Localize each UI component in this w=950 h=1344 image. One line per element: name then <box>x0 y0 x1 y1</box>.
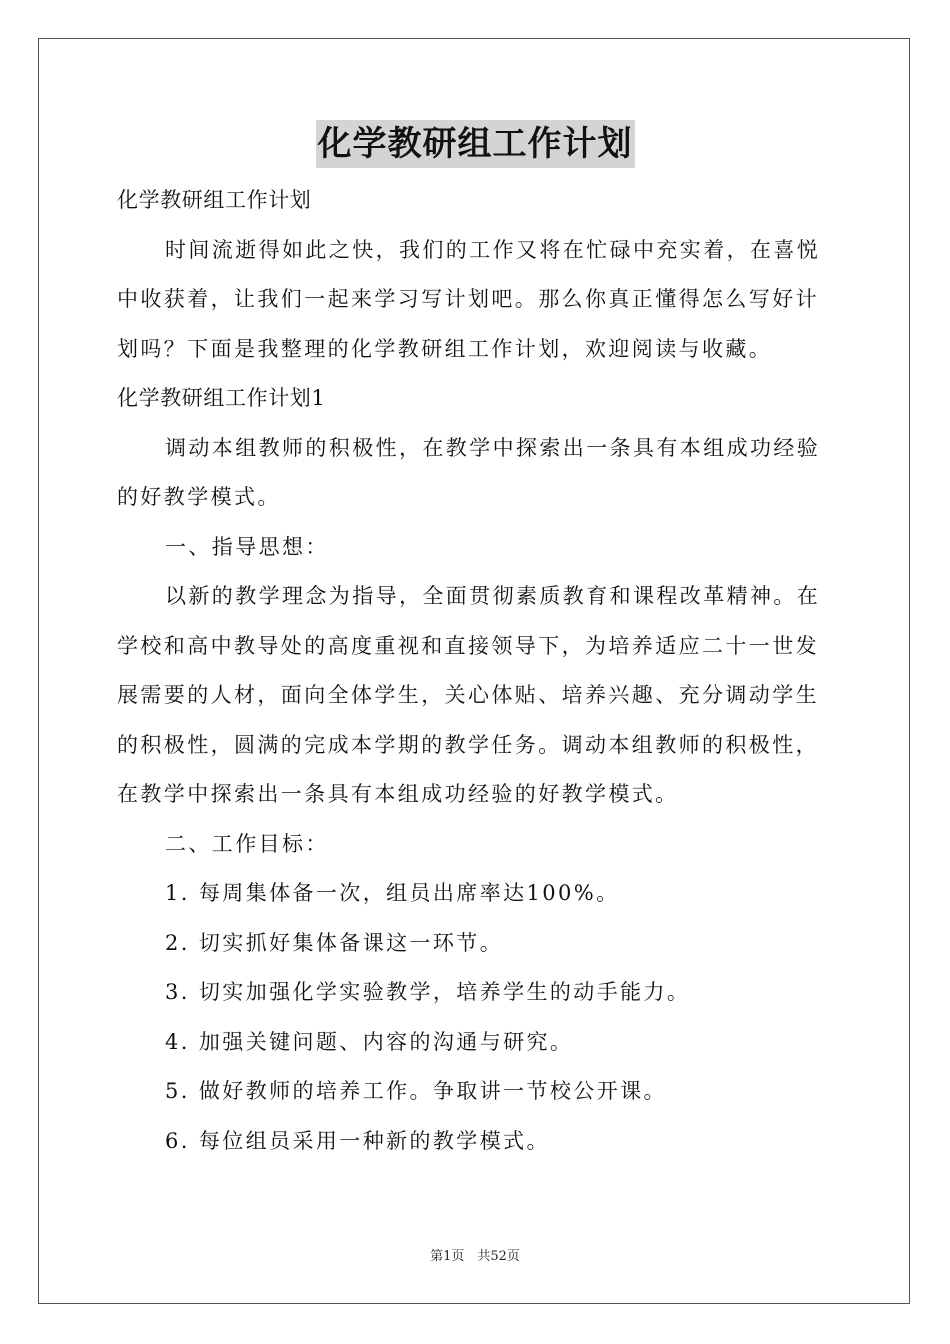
body-line: 化学教研组工作计划 <box>117 188 312 212</box>
body-line: 划吗？下面是我整理的化学教研组工作计划，欢迎阅读与收藏。 <box>117 336 773 361</box>
body-line: 二、工作目标： <box>165 831 329 856</box>
document-title: 化学教研组工作计划 <box>316 120 635 168</box>
body-line: 1. 每周集体备一次，组员出席率达100%。 <box>165 881 620 905</box>
body-line: 6. 每位组员采用一种新的教学模式。 <box>165 1128 550 1153</box>
body-line: 时间流逝得如此之快，我们的工作又将在忙碌中充实着，在喜悦 <box>165 237 821 262</box>
body-line: 化学教研组工作计划1 <box>117 386 326 410</box>
body-line: 4. 加强关键问题、内容的沟通与研究。 <box>165 1029 574 1054</box>
document-body <box>117 176 833 1166</box>
body-line: 在教学中探索出一条具有本组成功经验的好教学模式。 <box>117 782 679 806</box>
body-line: 5. 做好教师的培养工作。争取讲一节校公开课。 <box>165 1079 667 1103</box>
body-line: 中收获着，让我们一起来学习写计划吧。那么你真正懂得怎么写好计 <box>117 287 819 311</box>
body-line: 的积极性，圆满的完成本学期的教学任务。调动本组教师的积极性， <box>117 732 819 757</box>
body-line: 学校和高中教导处的高度重视和直接领导下，为培养适应二十一世发 <box>117 633 819 658</box>
body-line: 展需要的人材，面向全体学生，关心体贴、培养兴趣、充分调动学生 <box>117 683 819 707</box>
body-line: 3. 切实加强化学实验教学，培养学生的动手能力。 <box>165 980 691 1004</box>
body-line: 一、指导思想： <box>165 534 329 559</box>
body-line: 调动本组教师的积极性，在教学中探索出一条具有本组成功经验 <box>165 435 821 460</box>
body-line: 以新的教学理念为指导，全面贯彻素质教育和课程改革精神。在 <box>165 584 821 608</box>
page-footer: 第1页 共52页 <box>430 1249 520 1264</box>
body-line: 2. 切实抓好集体备课这一环节。 <box>165 930 504 955</box>
title-container <box>0 120 950 168</box>
body-line: 的好教学模式。 <box>117 485 281 509</box>
